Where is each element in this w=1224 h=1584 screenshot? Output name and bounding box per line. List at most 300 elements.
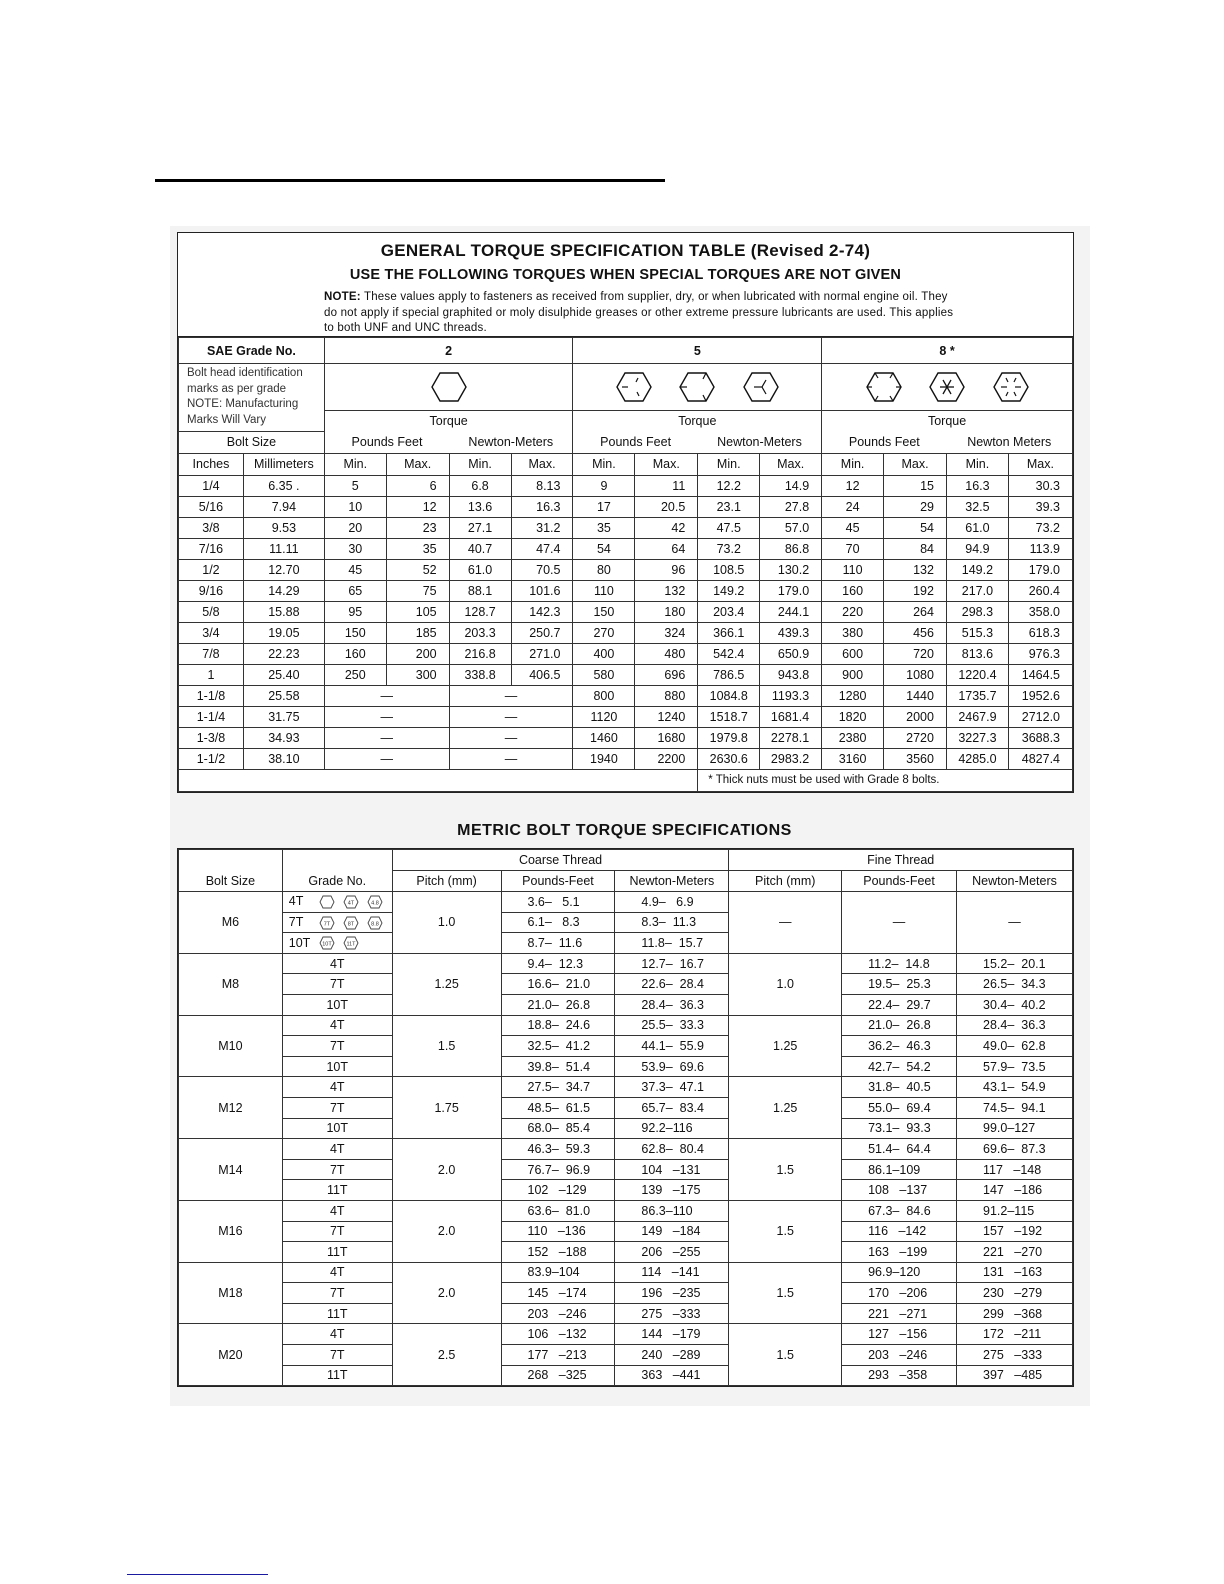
- grade-label: 7T: [282, 974, 392, 995]
- coarse-lbft-range: 6.1– 8.3: [501, 912, 615, 933]
- grade-label: 7T: [288, 915, 304, 930]
- grade-2-nm-header: Newton-Meters: [449, 431, 573, 453]
- grade-5-lbft-max: 64: [635, 538, 698, 559]
- fine-lbft-range: 127 –156: [842, 1324, 957, 1345]
- grade-5-label: 5: [573, 338, 822, 364]
- coarse-nm-range: 28.4– 36.3: [615, 994, 729, 1015]
- grade-2-lbft-min: 250: [324, 664, 386, 685]
- metric-table-row: [179, 1365, 1073, 1386]
- grade-2-nm-max: 16.3: [511, 496, 573, 517]
- coarse-lbft-range: 68.0– 85.4: [501, 1118, 615, 1139]
- coarse-pitch: 1.5: [392, 1015, 501, 1077]
- grade-8-nm-max: 2712.0: [1008, 706, 1072, 727]
- metric-table-row: [179, 1056, 1073, 1077]
- grade-8-lbft-min: 3160: [822, 748, 884, 769]
- bolt-size: M8: [179, 953, 283, 1015]
- grade-2-nm-min: 13.6: [449, 496, 511, 517]
- grade-5-lbft-min: 1460: [573, 727, 635, 748]
- grade-8-lbft-min: 160: [822, 580, 884, 601]
- grade-5-lbft-header: Pounds Feet: [573, 431, 698, 453]
- grade-8-nm-max: 30.3: [1008, 475, 1072, 496]
- sae-table-body: [179, 475, 1073, 769]
- grade-5-lbft-max: 480: [635, 643, 698, 664]
- min-header: Min.: [698, 453, 760, 475]
- hex-asterisk-icon: [929, 371, 965, 403]
- coarse-thread-header: Coarse Thread: [392, 850, 729, 871]
- svg-text:4.8: 4.8: [370, 900, 379, 907]
- grade-8-nm-max: 358.0: [1008, 601, 1072, 622]
- grade-8-nm-max: 1464.5: [1008, 664, 1072, 685]
- grade-label: 4T: [282, 953, 392, 974]
- bolt-size-inches: 1-3/8: [179, 727, 244, 748]
- coarse-nm-range: 149 –184: [615, 1221, 729, 1242]
- grade-5-nm-min: 203.4: [698, 601, 760, 622]
- bolt-size: M6: [179, 892, 283, 954]
- bolt-size: M10: [179, 1015, 283, 1077]
- grade-8-lbft-max: 192: [884, 580, 947, 601]
- grade-8-nm-min: 515.3: [946, 622, 1008, 643]
- fine-pitch: 1.5: [729, 1262, 842, 1324]
- coarse-lbft-range: 46.3– 59.3: [501, 1139, 615, 1160]
- grade-5-lbft-max: 1680: [635, 727, 698, 748]
- grade-5-lbft-min: 150: [573, 601, 635, 622]
- bottom-link-underline[interactable]: [127, 1574, 268, 1575]
- coarse-pitch: 1.25: [392, 953, 501, 1015]
- coarse-lbft-range: 8.7– 11.6: [501, 933, 615, 954]
- grade-5-lbft-min: 1940: [573, 748, 635, 769]
- grade-5-lbft-min: 35: [573, 517, 635, 538]
- sae-table-note: [324, 290, 954, 337]
- coarse-pitch-header: Pitch (mm): [392, 871, 501, 892]
- coarse-nm-range: 65.7– 83.4: [615, 1097, 729, 1118]
- max-header: Max.: [760, 453, 822, 475]
- coarse-lbft-range: 102 –129: [501, 1180, 615, 1201]
- coarse-nm-range: 11.8– 15.7: [615, 933, 729, 954]
- grade-2-nm-na: —: [449, 727, 573, 748]
- grade-2-nm-min: 6.8: [449, 475, 511, 496]
- fine-lbft-range: 116 –142: [842, 1221, 957, 1242]
- fine-lbft-range: 51.4– 64.4: [842, 1139, 957, 1160]
- grade-mark-hex-icon: [343, 936, 359, 950]
- sae-table-row: [179, 706, 1073, 727]
- bolt-size-header: Bolt Size: [179, 850, 283, 892]
- grade-label: 4T: [288, 894, 304, 909]
- grade-5-lbft-max: 11: [635, 475, 698, 496]
- grade-8-lbft-min: 220: [822, 601, 884, 622]
- fine-nm-range: 57.9– 73.5: [957, 1056, 1073, 1077]
- sae-table-title: GENERAL TORQUE SPECIFICATION TABLE (Revised 2-74): [380, 241, 871, 260]
- grade-5-nm-min: 366.1: [698, 622, 760, 643]
- fine-lbft-range: 21.0– 26.8: [842, 1015, 957, 1036]
- grade-2-lbft-min: 45: [324, 559, 386, 580]
- hex-y-mark-icon: [743, 371, 779, 403]
- fine-lbft-range: 86.1–109: [842, 1159, 957, 1180]
- grade-5-lbft-max: 132: [635, 580, 698, 601]
- bolt-size-mm: 7.94: [243, 496, 324, 517]
- grade-label: 11T: [282, 1180, 392, 1201]
- coarse-nm-range: 22.6– 28.4: [615, 974, 729, 995]
- grade-8-nm-max: 4827.4: [1008, 748, 1072, 769]
- coarse-pitch: 2.0: [392, 1139, 501, 1201]
- sae-table-row: [179, 685, 1073, 706]
- fine-lbft-range: 170 –206: [842, 1283, 957, 1304]
- bolt-size-inches: 9/16: [179, 580, 244, 601]
- grade-2-nm-na: —: [449, 706, 573, 727]
- grade-5-lbft-min: 800: [573, 685, 635, 706]
- fine-nm-range: 230 –279: [957, 1283, 1073, 1304]
- hex-6-radial-ticks-icon: [993, 371, 1029, 403]
- coarse-pitch: 2.5: [392, 1324, 501, 1386]
- grade-8-lbft-max: 84: [884, 538, 947, 559]
- bolt-size-inches: 7/8: [179, 643, 244, 664]
- grade-5-nm-max: 943.8: [760, 664, 822, 685]
- svg-text:11T: 11T: [346, 941, 356, 948]
- footnote-spacer: [179, 769, 698, 791]
- grade-5-nm-max: 130.2: [760, 559, 822, 580]
- coarse-pitch: 2.0: [392, 1262, 501, 1324]
- grade-8-nm-min: 3227.3: [946, 727, 1008, 748]
- sae-table-row: [179, 622, 1073, 643]
- grade-5-nm-max: 1681.4: [760, 706, 822, 727]
- grade-5-lbft-min: 580: [573, 664, 635, 685]
- grade-8-lbft-min: 70: [822, 538, 884, 559]
- grade-8-nm-min: 94.9: [946, 538, 1008, 559]
- coarse-lbft-range: 39.8– 51.4: [501, 1056, 615, 1077]
- grade-8-lbft-min: 2380: [822, 727, 884, 748]
- grade-8-lbft-max: 456: [884, 622, 947, 643]
- grade-label: 11T: [282, 1365, 392, 1386]
- sae-table-subtitle: USE THE FOLLOWING TORQUES WHEN SPECIAL TORQUES ARE NOT GIVEN: [349, 267, 902, 283]
- fine-nm-range: 91.2–115: [957, 1200, 1073, 1221]
- grade-8-nm-max: 618.3: [1008, 622, 1072, 643]
- coarse-lbft-range: 18.8– 24.6: [501, 1015, 615, 1036]
- grade-with-marks: [282, 912, 392, 933]
- grade-8-lbft-max: 29: [884, 496, 947, 517]
- grade-2-nm-max: 142.3: [511, 601, 573, 622]
- grade-8-marks: [822, 364, 1073, 411]
- fine-nm-range: 74.5– 94.1: [957, 1097, 1073, 1118]
- metric-table-row: [179, 1180, 1073, 1201]
- coarse-nm-range: 363 –441: [615, 1365, 729, 1386]
- grade-8-lbft-min: 24: [822, 496, 884, 517]
- grade-2-lbft-max: 23: [386, 517, 449, 538]
- grade-5-torque-label: Torque: [573, 411, 822, 432]
- grade-label: 4T: [282, 1200, 392, 1221]
- fine-nm-range: 43.1– 54.9: [957, 1077, 1073, 1098]
- bolt-size-mm: 34.93: [243, 727, 324, 748]
- max-header: Max.: [1008, 453, 1072, 475]
- grade-5-lbft-min: 80: [573, 559, 635, 580]
- coarse-nm-range: 86.3–110: [615, 1200, 729, 1221]
- sae-table-row: [179, 496, 1073, 517]
- grade-with-marks: [282, 892, 392, 913]
- metric-table-row: [179, 1097, 1073, 1118]
- sae-torque-table: [177, 232, 1074, 793]
- bolt-size-inches: 1-1/8: [179, 685, 244, 706]
- grade-label: 10T: [282, 1056, 392, 1077]
- grade-2-lbft-max: 300: [386, 664, 449, 685]
- sae-grid: [178, 337, 1073, 792]
- grade-5-lbft-min: 400: [573, 643, 635, 664]
- coarse-nm-range: 4.9– 6.9: [615, 892, 729, 913]
- coarse-nm-range: 12.7– 16.7: [615, 953, 729, 974]
- grade-8-lbft-min: 110: [822, 559, 884, 580]
- grade-8-lbft-max: 720: [884, 643, 947, 664]
- grade-8-lbft-max: 1080: [884, 664, 947, 685]
- grade-2-nm-min: 216.8: [449, 643, 511, 664]
- note-text: These values apply to fasteners as received from supplier, dry, or when lubricated with normal engine oil. They do not apply if special graphited or moly disulphide greases or other extreme pressure lubricants are used. This applies to both UNF and UNC threads.: [324, 291, 954, 334]
- grade-mark-hex-icon: [343, 895, 359, 909]
- coarse-nm-range: 92.2–116: [615, 1118, 729, 1139]
- grade-8-nm-min: 1735.7: [946, 685, 1008, 706]
- bolt-size-mm: 11.11: [243, 538, 324, 559]
- fine-lbft-range: 55.0– 69.4: [842, 1097, 957, 1118]
- coarse-lbft-range: 268 –325: [501, 1365, 615, 1386]
- coarse-lbft-range: 177 –213: [501, 1345, 615, 1366]
- fine-lbft-range: 31.8– 40.5: [842, 1077, 957, 1098]
- grade-5-nm-min: 1084.8: [698, 685, 760, 706]
- grade-8-lbft-header: Pounds Feet: [822, 431, 947, 453]
- grade-8-lbft-max: 1440: [884, 685, 947, 706]
- fine-nm-range: 275 –333: [957, 1345, 1073, 1366]
- grade-5-marks: [573, 364, 822, 411]
- grade-5-lbft-max: 96: [635, 559, 698, 580]
- bolt-size: M14: [179, 1139, 283, 1201]
- grade-5-nm-header: Newton-Meters: [698, 431, 822, 453]
- fine-lbft-range: 73.1– 93.3: [842, 1118, 957, 1139]
- metric-table-body: [179, 892, 1073, 1386]
- grade-8-lbft-max: 54: [884, 517, 947, 538]
- top-rule: [155, 179, 665, 182]
- fine-thread-header: Fine Thread: [729, 850, 1073, 871]
- bolt-size-mm: 22.23: [243, 643, 324, 664]
- coarse-nm-range: 240 –289: [615, 1345, 729, 1366]
- grade-2-lbft-max: 105: [386, 601, 449, 622]
- min-header: Min.: [946, 453, 1008, 475]
- hex-plain-icon: [431, 371, 467, 403]
- grade-8-nm-min: 16.3: [946, 475, 1008, 496]
- grade-2-nm-max: 406.5: [511, 664, 573, 685]
- coarse-lbft-range: 110 –136: [501, 1221, 615, 1242]
- grade-label: 11T: [282, 1303, 392, 1324]
- grade-8-nm-max: 73.2: [1008, 517, 1072, 538]
- grade-5-lbft-max: 180: [635, 601, 698, 622]
- grade-2-nm-min: 128.7: [449, 601, 511, 622]
- min-header: Min.: [449, 453, 511, 475]
- svg-text:8.8: 8.8: [370, 921, 379, 928]
- grade-8-footnote: * Thick nuts must be used with Grade 8 bolts.: [698, 769, 1073, 791]
- grade-no-header: Grade No.: [282, 850, 392, 892]
- bolt-size-mm: 25.40: [243, 664, 324, 685]
- grade-5-nm-min: 786.5: [698, 664, 760, 685]
- grade-8-nm-min: 2467.9: [946, 706, 1008, 727]
- grade-2-lbft-max: 12: [386, 496, 449, 517]
- grade-2-nm-max: 70.5: [511, 559, 573, 580]
- bolt-size-inches: 7/16: [179, 538, 244, 559]
- grade-8-lbft-max: 15: [884, 475, 947, 496]
- coarse-pitch: 1.0: [392, 892, 501, 954]
- fine-nm-range: 157 –192: [957, 1221, 1073, 1242]
- grade-5-lbft-min: 9: [573, 475, 635, 496]
- grade-8-label: 8 *: [822, 338, 1073, 364]
- coarse-lbft-range: 63.6– 81.0: [501, 1200, 615, 1221]
- svg-text:10T: 10T: [322, 941, 332, 948]
- grade-8-lbft-min: 900: [822, 664, 884, 685]
- grade-mark-hex-icon: [367, 895, 383, 909]
- grade-8-nm-max: 113.9: [1008, 538, 1072, 559]
- max-header: Max.: [386, 453, 449, 475]
- grade-label: 10T: [288, 935, 311, 950]
- metric-table-row: [179, 1015, 1073, 1036]
- grade-5-lbft-max: 696: [635, 664, 698, 685]
- metric-torque-table: [177, 848, 1074, 1387]
- grade-8-nm-min: 298.3: [946, 601, 1008, 622]
- grade-8-nm-min: 149.2: [946, 559, 1008, 580]
- metric-table-row: [179, 1242, 1073, 1263]
- grade-2-lbft-max: 35: [386, 538, 449, 559]
- bolt-size: M12: [179, 1077, 283, 1139]
- fine-nm-range: 172 –211: [957, 1324, 1073, 1345]
- grade-label: 4T: [282, 1324, 392, 1345]
- grade-2-lbft-header: Pounds Feet: [324, 431, 449, 453]
- grade-label: 10T: [282, 994, 392, 1015]
- grade-label: 7T: [282, 1159, 392, 1180]
- bolt-head-note: Bolt head identification marks as per grade NOTE: Manufacturing Marks Will Vary: [179, 364, 325, 432]
- metric-table-row: [179, 1283, 1073, 1304]
- grade-8-lbft-min: 380: [822, 622, 884, 643]
- grade-8-nm-min: 813.6: [946, 643, 1008, 664]
- fine-nm-range: 30.4– 40.2: [957, 994, 1073, 1015]
- grade-2-lbft-na: —: [324, 685, 449, 706]
- fine-nm-range: —: [957, 892, 1073, 954]
- coarse-nm-range: 139 –175: [615, 1180, 729, 1201]
- sae-table-header: [178, 233, 1073, 337]
- coarse-nm-header: Newton-Meters: [615, 871, 729, 892]
- grade-8-nm-max: 1952.6: [1008, 685, 1072, 706]
- sae-table-row: [179, 538, 1073, 559]
- coarse-lbft-range: 152 –188: [501, 1242, 615, 1263]
- grade-2-nm-min: 338.8: [449, 664, 511, 685]
- coarse-lbft-range: 203 –246: [501, 1303, 615, 1324]
- grade-8-nm-max: 260.4: [1008, 580, 1072, 601]
- fine-nm-range: 49.0– 62.8: [957, 1036, 1073, 1057]
- metric-table-row: [179, 1345, 1073, 1366]
- coarse-lbft-range: 106 –132: [501, 1324, 615, 1345]
- fine-pitch: 1.25: [729, 1015, 842, 1077]
- fine-nm-range: 117 –148: [957, 1159, 1073, 1180]
- grade-2-nm-max: 8.13: [511, 475, 573, 496]
- coarse-nm-range: 8.3– 11.3: [615, 912, 729, 933]
- bolt-size-mm: 9.53: [243, 517, 324, 538]
- max-header: Max.: [511, 453, 573, 475]
- grade-5-nm-min: 73.2: [698, 538, 760, 559]
- grade-2-nm-na: —: [449, 748, 573, 769]
- fine-nm-range: 26.5– 34.3: [957, 974, 1073, 995]
- grade-8-nm-min: 4285.0: [946, 748, 1008, 769]
- grade-5-nm-max: 86.8: [760, 538, 822, 559]
- coarse-nm-range: 62.8– 80.4: [615, 1139, 729, 1160]
- bolt-size: M16: [179, 1200, 283, 1262]
- grade-label: 7T: [282, 1283, 392, 1304]
- grade-5-nm-min: 542.4: [698, 643, 760, 664]
- sae-table-row: [179, 559, 1073, 580]
- fine-nm-range: 28.4– 36.3: [957, 1015, 1073, 1036]
- grade-2-lbft-min: 65: [324, 580, 386, 601]
- grade-2-nm-min: 203.3: [449, 622, 511, 643]
- fine-lbft-header: Pounds-Feet: [842, 871, 957, 892]
- grade-5-nm-min: 47.5: [698, 517, 760, 538]
- grade-5-lbft-max: 880: [635, 685, 698, 706]
- grade-5-nm-max: 439.3: [760, 622, 822, 643]
- metric-table-row: [179, 994, 1073, 1015]
- fine-pitch: 1.5: [729, 1324, 842, 1386]
- grade-5-nm-min: 23.1: [698, 496, 760, 517]
- grade-5-lbft-min: 270: [573, 622, 635, 643]
- grade-2-nm-max: 31.2: [511, 517, 573, 538]
- fine-lbft-range: 22.4– 29.7: [842, 994, 957, 1015]
- svg-text:8T: 8T: [347, 921, 354, 928]
- metric-table-row: [179, 1262, 1073, 1283]
- fine-lbft-range: 221 –271: [842, 1303, 957, 1324]
- grade-8-lbft-min: 600: [822, 643, 884, 664]
- grade-8-nm-max: 976.3: [1008, 643, 1072, 664]
- grade-8-nm-min: 1220.4: [946, 664, 1008, 685]
- grade-5-nm-max: 1193.3: [760, 685, 822, 706]
- bolt-size-inches: 1: [179, 664, 244, 685]
- sae-table-row: [179, 664, 1073, 685]
- svg-text:4T: 4T: [347, 900, 354, 907]
- coarse-lbft-range: 145 –174: [501, 1283, 615, 1304]
- bolt-size-inches: 1-1/4: [179, 706, 244, 727]
- grade-2-lbft-min: 95: [324, 601, 386, 622]
- grade-5-lbft-min: 1120: [573, 706, 635, 727]
- grade-label: 7T: [282, 1345, 392, 1366]
- grade-label: 7T: [282, 1097, 392, 1118]
- grade-8-nm-max: 3688.3: [1008, 727, 1072, 748]
- bolt-size-mm: 31.75: [243, 706, 324, 727]
- hex-3-corner-ticks-icon: [679, 371, 715, 403]
- fine-nm-range: 15.2– 20.1: [957, 953, 1073, 974]
- coarse-lbft-range: 83.9–104: [501, 1262, 615, 1283]
- grade-mark-hex-icon: [367, 916, 383, 930]
- fine-nm-range: 99.0–127: [957, 1118, 1073, 1139]
- coarse-lbft-header: Pounds-Feet: [501, 871, 615, 892]
- grade-8-nm-min: 61.0: [946, 517, 1008, 538]
- grade-2-nm-max: 47.4: [511, 538, 573, 559]
- fine-nm-range: 397 –485: [957, 1365, 1073, 1386]
- fine-nm-range: 69.6– 87.3: [957, 1139, 1073, 1160]
- grade-mark-hex-icon: [319, 916, 335, 930]
- metric-table-row: [179, 1077, 1073, 1098]
- min-header: Min.: [573, 453, 635, 475]
- grade-5-nm-max: 179.0: [760, 580, 822, 601]
- bolt-size-mm: 6.35 .: [243, 475, 324, 496]
- sae-table-row: [179, 601, 1073, 622]
- grade-8-lbft-min: 45: [822, 517, 884, 538]
- grade-2-nm-min: 61.0: [449, 559, 511, 580]
- coarse-pitch: 1.75: [392, 1077, 501, 1139]
- grade-2-lbft-max: 6: [386, 475, 449, 496]
- grade-5-lbft-max: 1240: [635, 706, 698, 727]
- grade-8-lbft-min: 1820: [822, 706, 884, 727]
- fine-lbft-range: 42.7– 54.2: [842, 1056, 957, 1077]
- grade-8-nm-max: 39.3: [1008, 496, 1072, 517]
- bolt-size: M18: [179, 1262, 283, 1324]
- grade-label: 4T: [282, 1077, 392, 1098]
- fine-pitch-header: Pitch (mm): [729, 871, 842, 892]
- grade-label: 4T: [282, 1262, 392, 1283]
- metric-table-row: [179, 974, 1073, 995]
